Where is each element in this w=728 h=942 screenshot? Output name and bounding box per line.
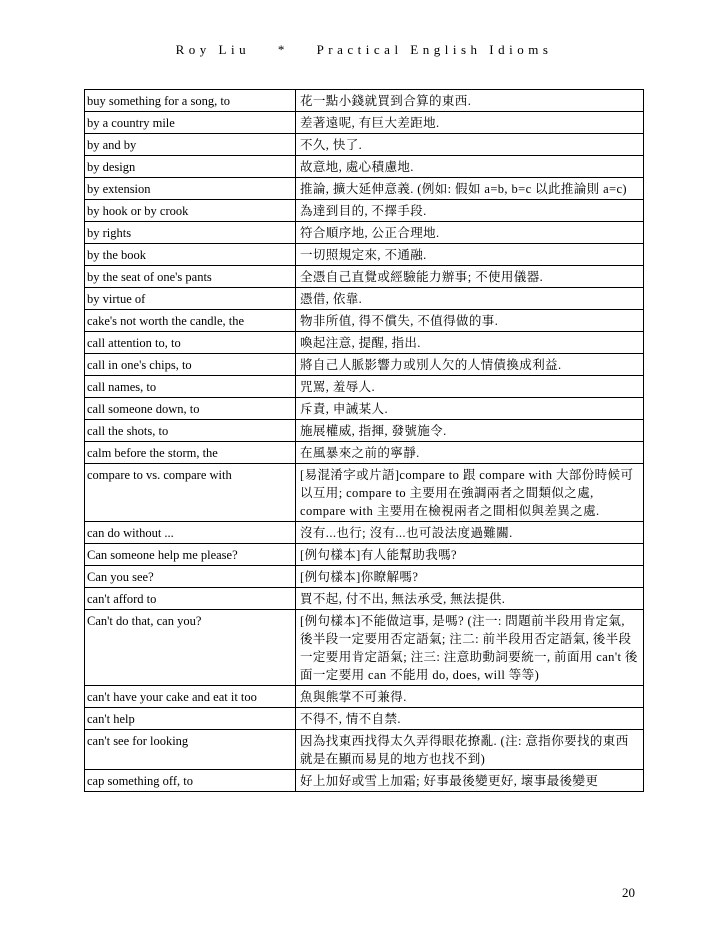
idiom-chinese: 差著遠呢, 有巨大差距地. bbox=[296, 112, 644, 134]
table-row bbox=[85, 288, 644, 310]
idiom-chinese: 為達到目的, 不擇手段. bbox=[296, 200, 644, 222]
idiom-english: Can someone help me please? bbox=[85, 544, 296, 566]
idiom-english: by and by bbox=[85, 134, 296, 156]
table-row bbox=[85, 134, 644, 156]
idiom-english: call attention to, to bbox=[85, 332, 296, 354]
idiom-english: can't see for looking bbox=[85, 730, 296, 770]
table-row bbox=[85, 730, 644, 770]
idiom-english: Can't do that, can you? bbox=[85, 610, 296, 686]
idiom-english: call in one's chips, to bbox=[85, 354, 296, 376]
idiom-english: cake's not worth the candle, the bbox=[85, 310, 296, 332]
table-row bbox=[85, 310, 644, 332]
table-row bbox=[85, 464, 644, 522]
table-row bbox=[85, 566, 644, 588]
table-row bbox=[85, 332, 644, 354]
idiom-chinese: 在風暴來之前的寧靜. bbox=[296, 442, 644, 464]
idiom-chinese: 不久, 快了. bbox=[296, 134, 644, 156]
table-row bbox=[85, 442, 644, 464]
table-row bbox=[85, 610, 644, 686]
idiom-english: can't help bbox=[85, 708, 296, 730]
idiom-english: by extension bbox=[85, 178, 296, 200]
table-row bbox=[85, 420, 644, 442]
idiom-chinese: 魚與熊掌不可兼得. bbox=[296, 686, 644, 708]
idiom-chinese: 咒罵, 羞辱人. bbox=[296, 376, 644, 398]
idiom-chinese: 推論, 擴大延伸意義. (例如: 假如 a=b, b=c 以此推論則 a=c) bbox=[296, 178, 644, 200]
idiom-chinese: [易混淆字或片語]compare to 跟 compare with 大部份時候可以互用; compare to 主要用在強調兩者之間類似之處, compare with 主要用在檢視兩者之間相似與差異之處. bbox=[296, 464, 644, 522]
idiom-chinese: [例句樣本]不能做這事, 是嗎? (注一: 問題前半段用肯定氣, 後半段一定要用否定語氣; 注二: 前半段用否定語氣, 後半段一定要用肯定語氣; 注三: 注意助動詞要統一, 前面用 can't 後面一定要用 can 不能用 do, does, will 等等) bbox=[296, 610, 644, 686]
table-row bbox=[85, 376, 644, 398]
table-row bbox=[85, 156, 644, 178]
table-row bbox=[85, 90, 644, 112]
idiom-english: compare to vs. compare with bbox=[85, 464, 296, 522]
table-row bbox=[85, 522, 644, 544]
idiom-english: by design bbox=[85, 156, 296, 178]
idiom-chinese: 全憑自己直覺或經驗能力辦事; 不使用儀器. bbox=[296, 266, 644, 288]
table-row bbox=[85, 354, 644, 376]
header-separator: * bbox=[277, 42, 289, 57]
idiom-chinese: 喚起注意, 提醒, 指出. bbox=[296, 332, 644, 354]
idiom-english: by a country mile bbox=[85, 112, 296, 134]
idiom-chinese: [例句樣本]你瞭解嗎? bbox=[296, 566, 644, 588]
table-row bbox=[85, 588, 644, 610]
idiom-chinese: 將自己人脈影響力或別人欠的人情債換成利益. bbox=[296, 354, 644, 376]
idiom-english: call names, to bbox=[85, 376, 296, 398]
table-row bbox=[85, 222, 644, 244]
idiom-english: by rights bbox=[85, 222, 296, 244]
idiom-chinese: 施展權威, 指揮, 發號施令. bbox=[296, 420, 644, 442]
table-row bbox=[85, 686, 644, 708]
idiom-chinese: 不得不, 情不自禁. bbox=[296, 708, 644, 730]
idiom-english: cap something off, to bbox=[85, 770, 296, 792]
header-title: Practical English Idioms bbox=[316, 42, 553, 57]
idiom-table bbox=[84, 89, 644, 792]
header-author: Roy Liu bbox=[175, 42, 251, 57]
idiom-english: can't have your cake and eat it too bbox=[85, 686, 296, 708]
idiom-chinese: 因為找東西找得太久弄得眼花撩亂. (注: 意指你要找的東西就是在顯而易見的地方也找不到) bbox=[296, 730, 644, 770]
idiom-english: by virtue of bbox=[85, 288, 296, 310]
idiom-english: by the seat of one's pants bbox=[85, 266, 296, 288]
idiom-english: by hook or by crook bbox=[85, 200, 296, 222]
idiom-chinese: 花一點小錢就買到合算的東西. bbox=[296, 90, 644, 112]
idiom-chinese: 買不起, 付不出, 無法承受, 無法提供. bbox=[296, 588, 644, 610]
idiom-chinese: 符合順序地, 公正合理地. bbox=[296, 222, 644, 244]
idiom-chinese: [例句樣本]有人能幫助我嗎? bbox=[296, 544, 644, 566]
table-row bbox=[85, 200, 644, 222]
table-row bbox=[85, 178, 644, 200]
idiom-chinese: 物非所值, 得不償失, 不值得做的事. bbox=[296, 310, 644, 332]
idiom-chinese: 斥責, 申誡某人. bbox=[296, 398, 644, 420]
table-row bbox=[85, 266, 644, 288]
idiom-english: calm before the storm, the bbox=[85, 442, 296, 464]
idiom-chinese: 好上加好或雪上加霜; 好事最後變更好, 壞事最後變更 bbox=[296, 770, 644, 792]
idiom-chinese: 一切照規定來, 不通融. bbox=[296, 244, 644, 266]
idiom-english: call someone down, to bbox=[85, 398, 296, 420]
idiom-english: call the shots, to bbox=[85, 420, 296, 442]
idiom-english: Can you see? bbox=[85, 566, 296, 588]
table-row bbox=[85, 708, 644, 730]
idiom-chinese: 憑借, 依靠. bbox=[296, 288, 644, 310]
page-header bbox=[0, 42, 728, 58]
table-row bbox=[85, 398, 644, 420]
idiom-english: can do without ... bbox=[85, 522, 296, 544]
idiom-english: can't afford to bbox=[85, 588, 296, 610]
table-row bbox=[85, 244, 644, 266]
table-row bbox=[85, 770, 644, 792]
page-number: 20 bbox=[622, 885, 635, 900]
table-row bbox=[85, 544, 644, 566]
table-row bbox=[85, 112, 644, 134]
idiom-english: buy something for a song, to bbox=[85, 90, 296, 112]
idiom-chinese: 沒有...也行; 沒有...也可設法度過難關. bbox=[296, 522, 644, 544]
idiom-english: by the book bbox=[85, 244, 296, 266]
idiom-chinese: 故意地, 處心積慮地. bbox=[296, 156, 644, 178]
